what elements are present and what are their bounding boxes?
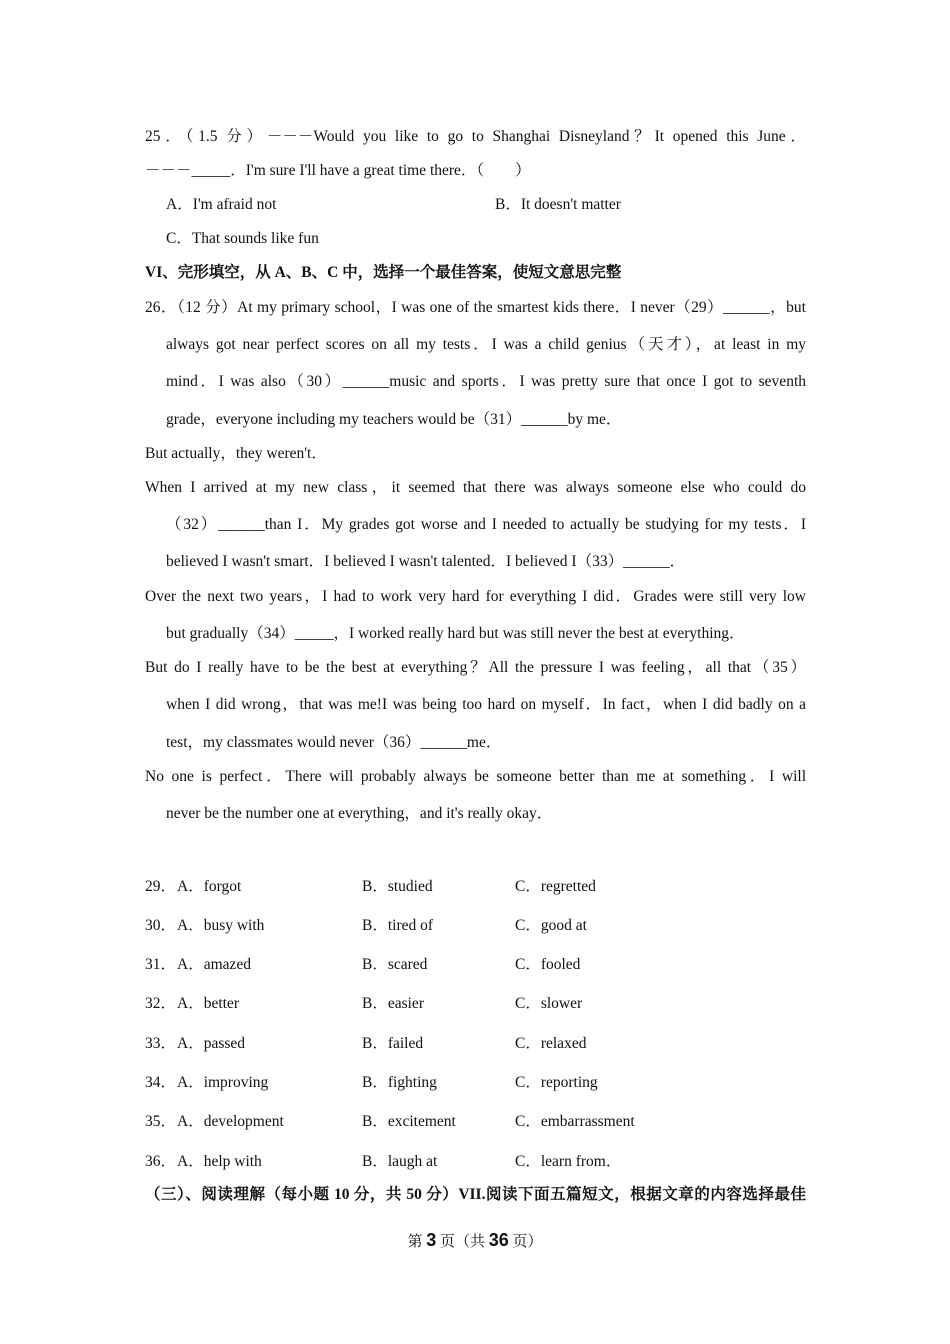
passage-line: Over the next two years，I had to work very hard for everything I did．Grades were still very low — [145, 588, 806, 605]
question-number: 32． — [145, 995, 177, 1012]
option-a: A．amazed — [177, 956, 252, 973]
question-number: 29． — [145, 878, 177, 895]
passage-line: but gradually（34）_____，I worked really hard but was still never the best at everything． — [166, 625, 745, 642]
option-c: C．good at — [515, 917, 587, 934]
question-number: 34． — [145, 1074, 177, 1091]
option-c: C．fooled — [515, 956, 581, 973]
option-c: C．slower — [515, 995, 583, 1012]
section-title-cloze: VI、完形填空，从 A、B、C 中，选择一个最佳答案，使短文意思完整 — [145, 264, 622, 281]
option-a: A．improving — [177, 1074, 269, 1091]
option-c: C．embarrassment — [515, 1113, 635, 1130]
option-b: B．scared — [362, 956, 428, 973]
passage-line: But actually，they weren't． — [145, 445, 327, 462]
page-footer — [0, 1230, 950, 1251]
q25-stem: 25．（1.5 分）－－－Would you like to go to Shanghai Disneyland？It opened this June． — [145, 128, 806, 145]
q25-dialogue-reply: －－－_____．I'm sure I'll have a great time there．（ ） — [145, 162, 531, 179]
option-row — [0, 1070, 950, 1090]
q25-option-a: A．I'm afraid not — [166, 196, 277, 213]
option-c: C．relaxed — [515, 1035, 587, 1052]
footer-prefix: 第 — [407, 1234, 423, 1250]
passage-line: No one is perfect．There will probably always be someone better than me at something．I will — [145, 768, 806, 785]
passage-line: mind．I was also（30）______music and sports．I was pretty sure that once I got to seventh — [166, 373, 806, 390]
option-b: B．laugh at — [362, 1153, 438, 1170]
passage-line: （32）______than I．My grades got worse and I needed to actually be studying for my tests．I — [166, 516, 806, 533]
passage-line: grade，everyone including my teachers would be（31）______by me． — [166, 411, 622, 428]
option-row — [0, 1109, 950, 1129]
option-a: A．busy with — [177, 917, 265, 934]
option-b: B．tired of — [362, 917, 434, 934]
option-row — [0, 913, 950, 933]
footer-suffix: 页） — [512, 1234, 543, 1250]
passage-line: believed I wasn't smart．I believed I wasn't talented．I believed I（33）______． — [166, 553, 686, 570]
q25-option-c: C．That sounds like fun — [166, 230, 319, 247]
passage-line: when I did wrong，that was me!I was being too hard on myself．In fact，when I did badly on a — [166, 696, 806, 713]
question-number: 30． — [145, 917, 177, 934]
footer-middle: 页（共 — [439, 1234, 485, 1250]
option-row — [0, 874, 950, 894]
option-a: A．better — [177, 995, 239, 1012]
option-b: B．easier — [362, 995, 424, 1012]
option-c: C．regretted — [515, 878, 596, 895]
option-a: A．forgot — [177, 878, 242, 895]
option-row — [0, 991, 950, 1011]
passage-line: But do I really have to be the best at everything？All the pressure I was feeling，all that（35） — [145, 659, 806, 676]
passage-line: test，my classmates would never（36）______me． — [166, 734, 502, 751]
q25-option-b: B．It doesn't matter — [495, 196, 621, 213]
option-row — [0, 952, 950, 972]
option-a: A．help with — [177, 1153, 262, 1170]
option-a: A．development — [177, 1113, 284, 1130]
passage-line: 26．（12 分）At my primary school，I was one of the smartest kids there．I never（29）______，but — [145, 299, 806, 316]
option-c: C．learn from． — [515, 1153, 622, 1170]
passage-line: never be the number one at everything，and it's really okay． — [166, 805, 553, 822]
option-c: C．reporting — [515, 1074, 598, 1091]
option-row — [0, 1031, 950, 1051]
question-number: 36． — [145, 1153, 177, 1170]
passage-line: always got near perfect scores on all my tests．I was a child genius（天才），at least in my — [166, 336, 806, 353]
footer-page-number: 3 — [426, 1230, 437, 1250]
section-title-reading: （三）、阅读理解（每小题 10 分，共 50 分）VII.阅读下面五篇短文，根据文章的内容选择最佳 — [145, 1186, 806, 1203]
option-b: B．excitement — [362, 1113, 456, 1130]
passage-line: When I arrived at my new class，it seemed that there was always someone else who could do — [145, 479, 806, 496]
option-a: A．passed — [177, 1035, 246, 1052]
question-number: 33． — [145, 1035, 177, 1052]
footer-total-pages: 36 — [488, 1230, 509, 1250]
option-b: B．failed — [362, 1035, 424, 1052]
option-row — [0, 1149, 950, 1169]
option-b: B．fighting — [362, 1074, 437, 1091]
question-number: 35． — [145, 1113, 177, 1130]
option-b: B．studied — [362, 878, 433, 895]
question-number: 31． — [145, 956, 177, 973]
